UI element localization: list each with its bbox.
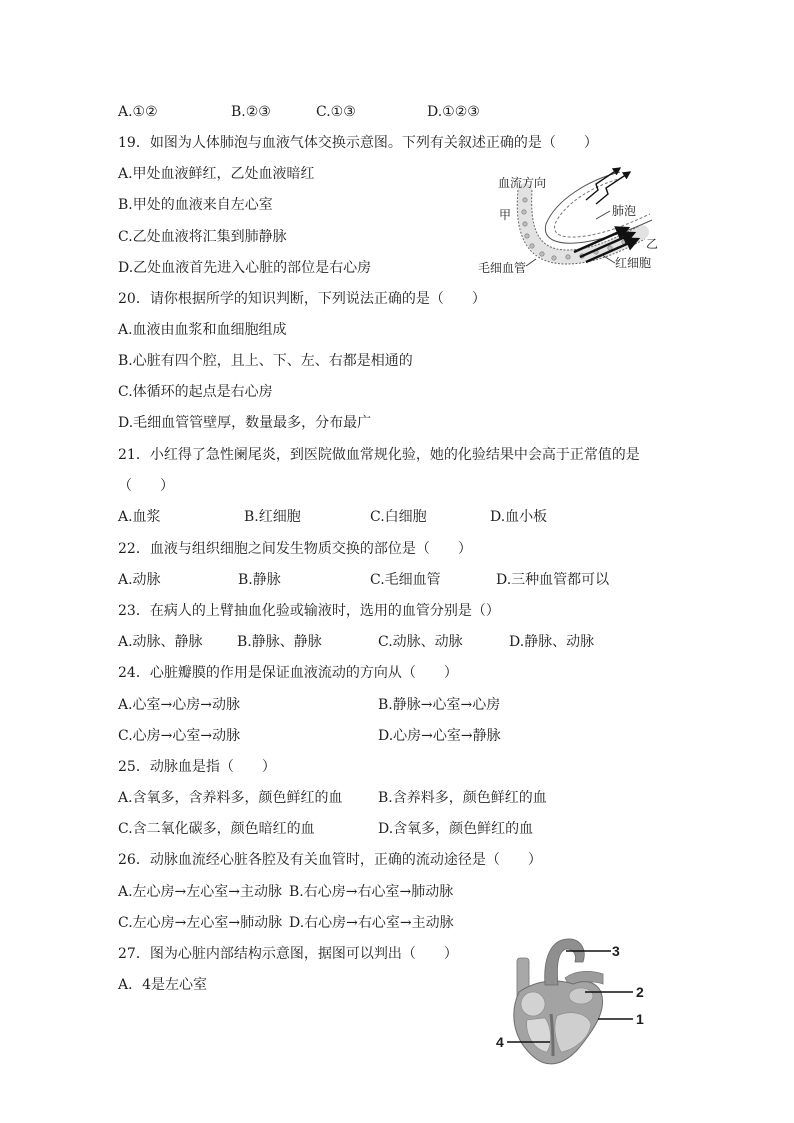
alveolus-capillary-diagram — [470, 160, 665, 280]
label-capillary: 毛细血管 — [478, 261, 527, 275]
q22-option-d: D.三种血管都可以 — [496, 572, 610, 588]
left-ventricle-shape — [555, 1013, 591, 1052]
heart-diagram — [495, 930, 655, 1070]
q24-option-c: C.心房→心室→动脉 — [118, 728, 241, 744]
q22-option-b: B.静脉 — [238, 572, 281, 588]
q23-option-d: D.静脉、动脉 — [509, 634, 595, 650]
q25-option-a: A.含氧多，含养料多，颜色鲜红的血 — [118, 790, 343, 806]
prev-option-b: B.②③ — [231, 104, 271, 120]
q23-option-a: A.动脉、静脉 — [118, 634, 203, 650]
q21-option-c: C.白细胞 — [370, 509, 427, 525]
q20-option-c: C.体循环的起点是右心房 — [118, 384, 273, 400]
q19-option-b: B.甲处的血液来自左心室 — [118, 197, 273, 213]
q27-stem: 27．图为心脏内部结构示意图，据图可以判出（ ） — [118, 946, 458, 962]
q24-stem: 24．心脏瓣膜的作用是保证血液流动的方向从（ ） — [118, 665, 458, 681]
q19-option-d: D.乙处血液首先进入心脏的部位是右心房 — [118, 260, 372, 276]
left-atrium-shape — [569, 988, 593, 1004]
q23-stem: 23．在病人的上臂抽血化验或输液时，选用的血管分别是（） — [118, 603, 500, 619]
q26-option-b: B.右心房→右心室→肺动脉 — [289, 884, 454, 900]
q21-stem: 21．小红得了急性阑尾炎，到医院做血常规化验，她的化验结果中会高于正常值的是 — [118, 447, 640, 463]
heart-label-1: 1 — [636, 1011, 644, 1027]
air-flow-arrow-icon — [596, 172, 630, 204]
heart-label-3: 3 — [612, 943, 620, 959]
prev-option-d: D.①②③ — [427, 104, 480, 120]
q22-option-a: A.动脉 — [118, 572, 161, 588]
q26-option-c: C.左心房→左心室→肺动脉 — [118, 915, 283, 931]
q25-stem: 25．动脉血是指（ ） — [118, 759, 276, 775]
q23-option-b: B.静脉、静脉 — [237, 634, 322, 650]
label-alveolus: 肺泡 — [612, 204, 637, 218]
q19-option-c: C.乙处血液将汇集到肺静脉 — [118, 229, 287, 245]
right-atrium-shape — [521, 992, 545, 1016]
q21-option-d: D.血小板 — [490, 509, 548, 525]
q22-stem: 22．血液与组织细胞之间发生物质交换的部位是（ ） — [118, 541, 472, 557]
prev-option-a: A.①② — [118, 104, 158, 120]
q26-option-d: D.右心房→右心室→主动脉 — [289, 915, 454, 931]
heart-label-2: 2 — [636, 984, 644, 1000]
q25-option-c: C.含二氧化碳多，颜色暗红的血 — [118, 821, 315, 837]
label-flow-direction: 血流方向 — [498, 176, 547, 190]
q21-option-b: B.红细胞 — [244, 509, 301, 525]
air-flow-arrow-icon — [586, 168, 620, 200]
q20-option-d: D.毛细血管管壁厚，数量最多，分布最广 — [118, 415, 372, 431]
q26-option-a: A.左心房→左心室→主动脉 — [118, 884, 283, 900]
label-red-blood-cell: 红细胞 — [615, 256, 652, 270]
q22-option-c: C.毛细血管 — [370, 572, 441, 588]
q20-option-b: B.心脏有四个腔，且上、下、左、右都是相通的 — [118, 353, 413, 369]
q20-stem: 20．请你根据所学的知识判断，下列说法正确的是（ ） — [118, 291, 486, 307]
heart-label-4: 4 — [496, 1034, 504, 1050]
q25-option-d: D.含氧多，颜色鲜红的血 — [378, 821, 534, 837]
q21-option-a: A.血浆 — [118, 509, 161, 525]
label-yi: 乙 — [646, 237, 659, 251]
q23-option-c: C.动脉、动脉 — [378, 634, 463, 650]
q24-option-b: B.静脉→心室→心房 — [378, 697, 501, 713]
q20-option-a: A.血液由血浆和血细胞组成 — [118, 322, 287, 338]
q24-option-a: A.心室→心房→动脉 — [118, 697, 241, 713]
prev-option-c: C.①③ — [316, 104, 356, 120]
q24-option-d: D.心房→心室→静脉 — [378, 728, 501, 744]
label-jia: 甲 — [499, 208, 512, 222]
q19-option-a: A.甲处血液鲜红，乙处血液暗红 — [118, 166, 315, 182]
q26-stem: 26．动脉血流经心脏各腔及有关血管时，正确的流动途径是（ ） — [118, 852, 542, 868]
q25-option-b: B.含养料多，颜色鲜红的血 — [378, 790, 547, 806]
q19-stem: 19．如图为人体肺泡与血液气体交换示意图。下列有关叙述正确的是（ ） — [118, 135, 598, 151]
q21-answer-blank: （ ） — [118, 478, 174, 494]
q27-option-a: A．4是左心室 — [118, 977, 208, 993]
